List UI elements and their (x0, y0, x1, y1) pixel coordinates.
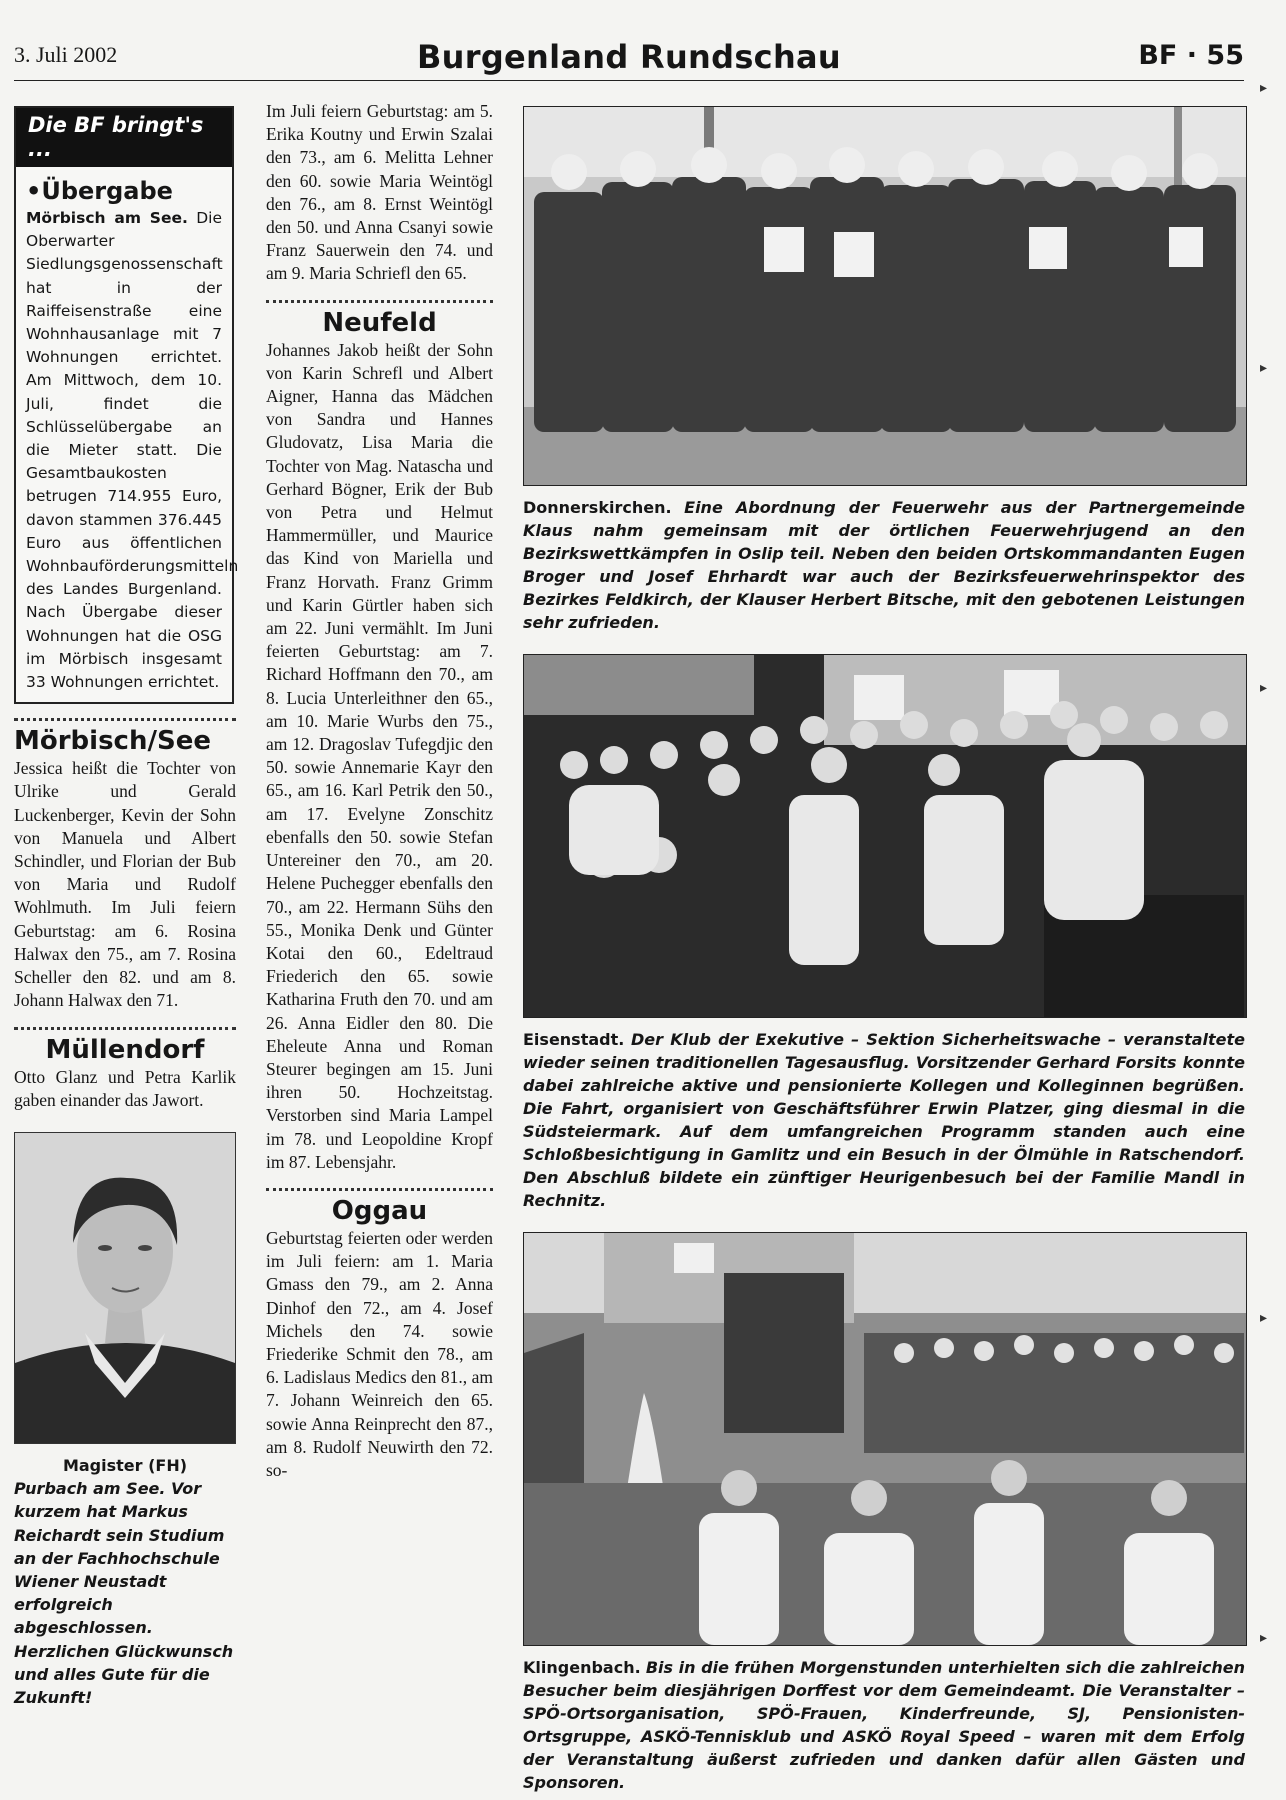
photo-village-festival (523, 1232, 1247, 1646)
portrait-photo (14, 1132, 236, 1444)
box-title: •Übergabe (26, 177, 173, 205)
page-number: BF · 55 (1138, 40, 1244, 71)
text-intro-birthdays: Im Juli feiern Geburtstag: am 5. Erika Koutny und Erwin Szalai den 73., am 6. Melitta Lehner den 60. sowie Maria Weintögl den 76., am 8. Ernst Weintögl den 50. und Anna Csanyi sowie Franz Sauerwein den 74. und am 9. Maria Schriefl den 65. (266, 101, 493, 284)
box-text: Die Oberwarter Siedlungsgenossenschaft hat in der Raiffeisenstraße eine Wohnhausanlage mit 7 Wohnungen errichtet. Am Mittwoch, dem 10. Juli, findet die Schlüsselübergabe an die Mieter statt. Die Gesamtbaukosten betrugen 714.955 Euro, davon stammen 376.445 Euro aus öffentlichen Wohnbauförderungsmitteln des Landes Burgenland. Nach Übergabe dieser Wohnungen hat die OSG im Mörbisch insgesamt 33 Wohnungen errichtet. (26, 209, 239, 692)
portrait-caption-text: Purbach am See. Vor kurzem hat Markus Reichardt sein Studium an der Fachhochschule Wiener Neustadt erfolgreich abgeschlossen. Herzlichen Glückwunsch und alles Gute für die Zukunft! (14, 1479, 234, 1707)
margin-mark: ▸ (1260, 81, 1268, 96)
section-divider (14, 718, 236, 721)
photo-fire-brigade (523, 106, 1247, 486)
photo-police-club (523, 654, 1247, 1018)
issue-date: 3. Juli 2002 (14, 42, 118, 67)
caption-text: Eine Abordnung der Feuerwehr aus der Partnergemeinde Klaus nahm gemeinsam mit der örtlichen Feuerwehrjugend an den Bezirkswettkämpfen in Oslip teil. Neben den beiden Ortskommandanten Eugen Broger und Josef Ehrhardt war auch der Bezirksfeuerwehrinspektor des Bezirkes Feldkirch, der Klauser Herbert Bitsche, mit den gebotenen Leistungen sehr zufrieden. (523, 498, 1245, 632)
newspaper-title: Burgenland Rundschau (416, 38, 841, 76)
middle-column (266, 100, 493, 1482)
photo1-caption (523, 496, 1245, 634)
margin-mark: ▸ (1260, 1631, 1268, 1646)
caption-text: Der Klub der Exekutive – Sektion Sicherheitswache – veranstaltete wieder seinen traditionellen Tagesausflug. Vorsitzender Gerhard Forsits konnte dabei zahlreiche aktive und pensionierte Kollegen und Kolleginnen begrüßen. Die Fahrt, organisiert von Geschäftsführer Erwin Platzer, ging diesmal in die Südsteiermark. Auf dem umfangreichen Programm standen auch eine Schloßbesichtigung in Gamlitz und ein Besuch in der Ölmühle in Ratschendorf. Den Abschluß bildete ein zünftiger Heurigenbesuch bei der Familie Mandl in Rechnitz. (523, 1030, 1245, 1210)
page-header (14, 38, 1244, 81)
right-column (523, 106, 1245, 1794)
portrait-caption (14, 1454, 236, 1709)
text-moerbisch: Jessica heißt die Tochter von Ulrike und Gerald Luckenberger, Kevin der Sohn von Manuela und Albert Schindler, und Florian der Bub von Maria und Rudolf Wohlmuth. Im Juli feiern Geburtstag: am 6. Rosina Halwax den 75., am 7. Rosina Scheller den 82. und am 8. Johann Halwax den 71. (14, 758, 236, 1011)
caption-place: Donnerskirchen. (523, 498, 672, 517)
caption-place: Eisenstadt. (523, 1030, 625, 1049)
box-place: Mörbisch am See. (26, 209, 188, 227)
left-column (14, 106, 239, 1709)
heading-moerbisch: Mörbisch/See (14, 726, 211, 757)
text-neufeld: Johannes Jakob heißt der Sohn von Karin Schrefl und Albert Aigner, Hanna das Mädchen von Sandra und Hannes Gludovatz, Lisa Maria die Tochter von Mag. Natascha und Gerhard Bögner, Erik der Bub von Petra und Helmut Hammermüller, und Maurice das Kind von Mariella und Franz Horvath. Franz Grimm und Karin Gürtler haben sich am 22. Juni vermählt. Im Juni feierten Geburtstag: am 7. Richard Hoffmann den 70., am 8. Lucia Unterleithner den 65., am 10. Marie Wurbs den 75., am 12. Dragoslav Tufegdjic den 50. sowie Annemarie Kayr den 65., am 16. Karl Petrik den 50., am 17. Evelyne Zonschitz ebenfalls den 50. sowie Stefan Untereiner den 70., am 20. Helene Puchegger ebenfalls den 70., am 22. Hermann Sühs den 55., Monika Denk und Günter Kotai den 60., Edeltraud Friederich den 65. sowie Katharina Fruth den 70. und am 26. Anna Eidler den 80. Die Eheleute Anna und Roman Steurer begingen am 15. Juni ihren 50. Hochzeitstag. Verstorben sind Maria Lampel im 78. und Leopoldine Kropf im 87. Lebensjahr. (266, 339, 493, 1172)
heading-neufeld: Neufeld (322, 307, 437, 338)
box-body (26, 207, 239, 694)
heading-oggau: Oggau (331, 1195, 428, 1226)
photo2-caption (523, 1028, 1245, 1212)
box-label: Die BF bringt's ... (16, 108, 232, 167)
scan-margin-marks (1260, 80, 1286, 1780)
caption-text: Bis in die frühen Morgenstunden unterhielten sich die zahlreichen Besucher beim diesjährigen Dorffest vor dem Gemeindeamt. Die Veranstalter – SPÖ-Ortsorganisation, SPÖ-Frauen, Kinderfreunde, SJ, Pensionisten-Ortsgruppe, ASKÖ-Tennisklub und ASKÖ Royal Speed – waren mit dem Erfolg der Veranstaltung äußerst zufrieden und danken dafür allen Gästen und Sponsoren. (523, 1658, 1245, 1792)
margin-mark: ▸ (1260, 1311, 1268, 1326)
photo3-caption (523, 1656, 1245, 1794)
margin-mark: ▸ (1260, 681, 1268, 696)
caption-place: Klingenbach. (523, 1658, 641, 1677)
news-box (14, 106, 239, 704)
heading-muellendorf: Müllendorf (45, 1034, 205, 1065)
section-divider (266, 1188, 493, 1191)
text-muellendorf: Otto Glanz und Petra Karlik gaben einander das Jawort. (14, 1066, 236, 1110)
portrait-caption-title: Magister (FH) (62, 1455, 188, 1475)
text-oggau: Geburtstag feierten oder werden im Juli feiern: am 1. Maria Gmass den 79., am 2. Anna Dinhof den 72., am 4. Josef Michels den 74. sowie Friederike Schmit den 78., am 6. Ladislaus Medics den 81., am 7. Johann Weinreich den 65. sowie Anna Reinprecht den 87., am 8. Rudolf Neuwirth den 72. so- (266, 1227, 493, 1480)
margin-mark: ▸ (1260, 361, 1268, 376)
section-divider (14, 1027, 236, 1030)
section-divider (266, 300, 493, 303)
